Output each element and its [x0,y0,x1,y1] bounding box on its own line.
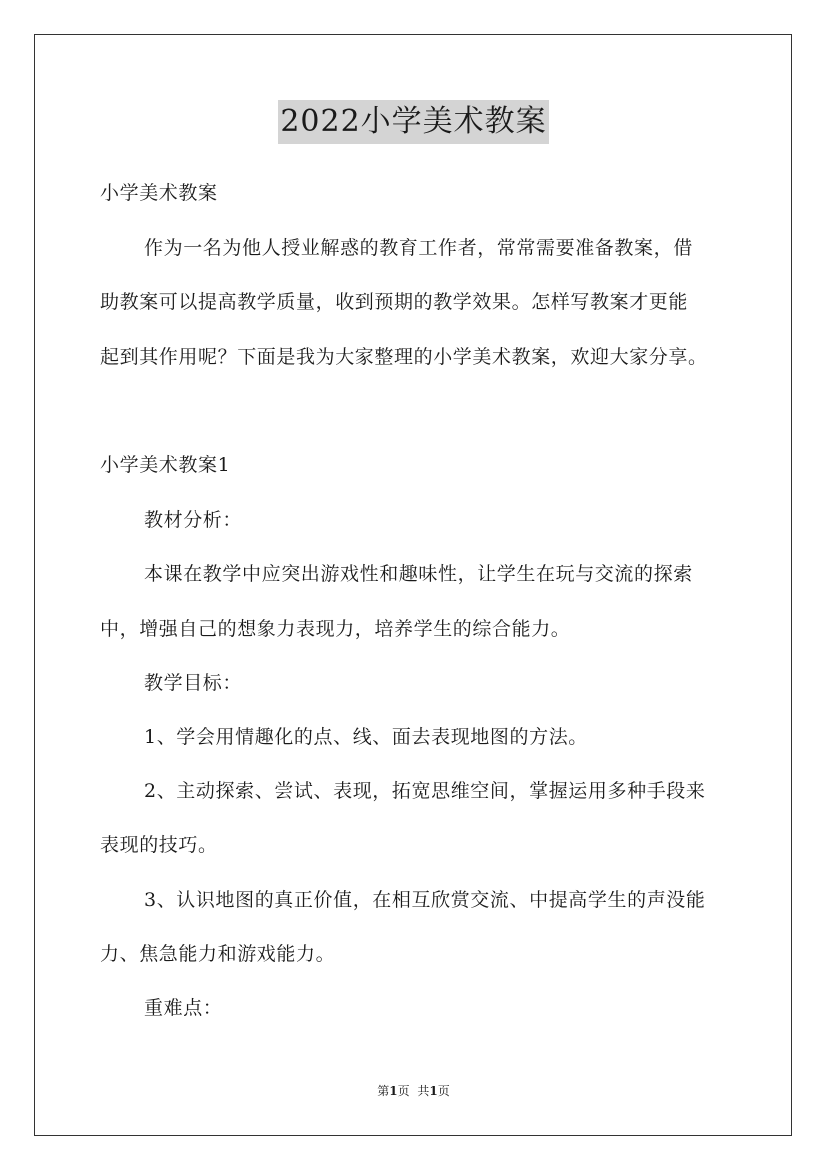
list-item: 3、认识地图的真正价值，在相互欣赏交流、中提高学生的声没能 [144,889,706,911]
total-pages-number: 1 [429,1084,438,1098]
title-container [0,100,827,144]
list-item: 2、主动探索、尝试、表现，拓宽思维空间，掌握运用多种手段来 [144,780,706,802]
list-item-continuation: 力、焦急能力和游戏能力。 [100,943,336,965]
paragraph-line: 助教案可以提高教学质量，收到预期的教学效果。怎样写教案才更能 [100,291,689,313]
subheading-material-analysis: 教材分析： [144,509,243,531]
total-prefix: 共 [417,1084,430,1098]
list-item-continuation: 表现的技巧。 [100,834,218,856]
section-heading-intro: 小学美术教案 [100,182,218,204]
document-title: 2022小学美术教案 [278,100,548,144]
paragraph-line: 中，增强自己的想象力表现力，培养学生的综合能力。 [100,618,571,640]
paragraph-line: 本课在教学中应突出游戏性和趣味性，让学生在玩与交流的探索 [144,563,693,585]
paragraph-line: 作为一名为他人授业解惑的教育工作者，常常需要准备教案，借 [144,237,693,259]
total-suffix: 页 [437,1084,450,1098]
list-item: 1、学会用情趣化的点、线、面去表现地图的方法。 [144,726,588,748]
subheading-teaching-goals: 教学目标： [144,672,243,694]
current-page-number: 1 [389,1084,398,1098]
section-heading-lesson-1: 小学美术教案1 [100,454,231,476]
page-word: 页 [397,1084,410,1098]
paragraph-line: 起到其作用呢？下面是我为大家整理的小学美术教案，欢迎大家分享。 [100,346,708,368]
subheading-key-points: 重难点： [144,997,223,1019]
page-prefix: 第 [377,1084,390,1098]
page-footer [0,1082,827,1100]
